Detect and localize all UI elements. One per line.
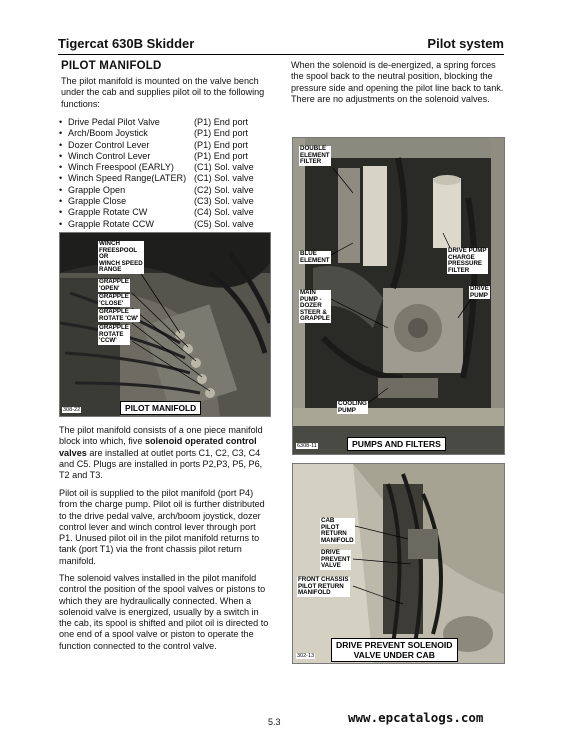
function-port: (C2) Sol. valve [194, 184, 254, 195]
figure-caption-line2: VALVE UNDER CAB [353, 650, 435, 660]
bullet-icon: • [59, 184, 63, 195]
page-header [58, 34, 504, 55]
label-double-element-filter: DOUBLE ELEMENT FILTER [300, 145, 330, 166]
figure-caption: PUMPS AND FILTERS [347, 437, 446, 451]
function-port: (C1) Sol. valve [194, 173, 254, 184]
function-name: Arch/Boom Joystick [68, 128, 148, 139]
label-grapple-rotate-ccw: GRAPPLE ROTATE 'CCW' [99, 324, 129, 345]
figure-code: 302-13 [297, 653, 315, 659]
bullet-icon: • [59, 150, 63, 161]
drive-prevent-photo [292, 463, 505, 664]
intro-paragraph: The pilot manifold is mounted on the valve bench under the cab and supplies pilot oil to the following functions: [61, 76, 265, 109]
page-number: 5.3 [268, 717, 281, 727]
bullet-icon: • [59, 162, 63, 173]
function-port: (C4) Sol. valve [194, 207, 254, 218]
function-port: (C3) Sol. valve [194, 196, 254, 207]
function-port: (C1) Sol. valve [194, 162, 254, 173]
label-main-pump: MAIN PUMP - DOZER STEER & GRAPPLE [300, 289, 330, 323]
function-port: (P1) End port [194, 117, 249, 127]
function-port: (P1) End port [194, 150, 249, 161]
function-port: (P1) End port [194, 128, 249, 139]
manifold-paragraph-end: are installed at outlet ports C1, C2, C3, C4 and C5. Plugs are installed in ports P2,P3, P5, P6, T2 and T3. [59, 447, 263, 481]
manifold-paragraph [59, 425, 271, 481]
section-title: PILOT MANIFOLD [61, 60, 162, 72]
bullet-icon: • [59, 218, 63, 229]
bullet-icon: • [59, 128, 63, 139]
manifold-paragraph-start: The pilot manifold consists of a one piece manifold block into which, five [59, 425, 263, 447]
label-front-chassis-manifold: FRONT CHASSIS PILOT RETURN MANIFOLD [298, 576, 349, 597]
label-grapple-open: GRAPPLE 'OPEN' [99, 278, 129, 292]
watermark: www.epcatalogs.com [348, 710, 484, 725]
figure-caption-line1: DRIVE PREVENT SOLENOID [336, 640, 453, 650]
function-name: Winch Control Lever [68, 150, 151, 161]
pilot-oil-paragraph: Pilot oil is supplied to the pilot manifold (port P4) from the charge pump. Pilot oil is further distributed to the drive pedal valve, arch/boom joystick, dozer control lever and winch control lever through port P1. Unused pilot oil in the pilot manifold returns to tank (port T1) via the front chassis pilot return manifold. [59, 488, 265, 566]
function-name: Grapple Close [68, 196, 127, 207]
label-cooling-pump: COOLING PUMP [338, 400, 367, 414]
function-name: Dozer Control Lever [68, 139, 150, 150]
label-cab-pilot-return-manifold: CAB PILOT RETURN MANIFOLD [321, 517, 354, 544]
solenoid-paragraph: The solenoid valves installed in the pilot manifold control the position of the spool valves or pistons to which they are hydraulically connected. When a solenoid valve is energized, usually by a switch in the cab, its spool is shifted and pilot oil is directed to one end of a spool valve or piston to operate the function connected to the control valve. [59, 573, 269, 651]
section-name: Pilot system [427, 36, 504, 51]
pilot-manifold-photo [59, 232, 271, 417]
bullet-icon: • [59, 117, 63, 127]
bullet-icon: • [59, 196, 63, 207]
bullet-icon: • [59, 207, 63, 218]
function-name: Winch Freespool (EARLY) [68, 162, 174, 173]
figure-caption [331, 638, 458, 662]
function-port: (P1) End port [194, 139, 249, 150]
figure-code: 6308-11 [297, 443, 317, 449]
document-title: Tigercat 630B Skidder [58, 36, 195, 51]
function-name: Grapple Open [68, 184, 126, 195]
function-name: Grapple Rotate CW [68, 207, 148, 218]
label-grapple-rotate-cw: GRAPPLE ROTATE 'CW' [99, 308, 139, 322]
label-winch-freespool: WINCH FREESPOOL OR WINCH SPEED RANGE [99, 240, 143, 274]
manifold-paragraph-bold: solenoid operated control valves [59, 436, 257, 458]
label-blue-element: BLUE ELEMENT [300, 250, 330, 264]
label-charge-filter: DRIVE PUMP CHARGE PRESSURE FILTER [448, 247, 487, 274]
label-drive-prevent-valve: DRIVE PREVENT VALVE [321, 549, 351, 570]
label-grapple-close: GRAPPLE 'CLOSE' [99, 293, 129, 307]
figure-caption: PILOT MANIFOLD [120, 401, 201, 415]
function-name: Winch Speed Range(LATER) [68, 173, 187, 184]
function-name: Drive Pedal Pilot Valve [68, 117, 160, 127]
function-port: (C5) Sol. valve [194, 218, 254, 229]
label-drive-pump: DRIVE PUMP [470, 285, 489, 299]
figure-code: 308-22 [63, 407, 81, 413]
function-name: Grapple Rotate CCW [68, 218, 154, 229]
pumps-filters-photo [292, 137, 505, 455]
right-intro-paragraph: When the solenoid is de-energized, a spring forces the spool back to the neutral position, blocking the pressure side and opening the pilot line back to tank. There are no adjustments on the solenoid valves. [291, 60, 504, 104]
bullet-icon: • [59, 173, 63, 184]
bullet-icon: • [59, 139, 63, 150]
